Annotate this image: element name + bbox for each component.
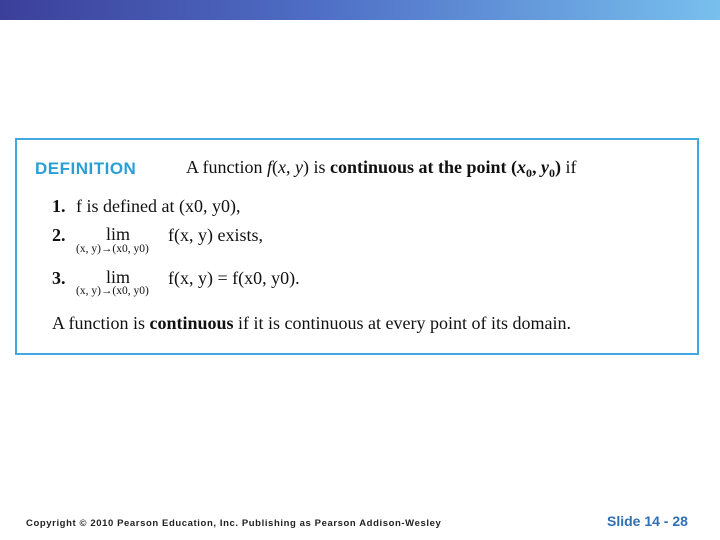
item-3-text: f(x, y) = f(x0, y0). (168, 268, 300, 288)
item-3-number: 3. (52, 268, 66, 288)
intro-f: f (267, 157, 273, 177)
intro-mid: , (532, 157, 542, 177)
closing-part1: A function is (52, 313, 150, 333)
intro-text: A function (186, 157, 267, 177)
item-2-lim-subscript: (x, y)→(x0, y0) (76, 243, 149, 255)
closing-part2: if it is continuous at every point of its domain. (233, 313, 572, 333)
intro-y0: y (541, 157, 550, 177)
intro-bold-phrase: continuous at the point ( (330, 157, 518, 177)
item-2-number: 2. (52, 225, 66, 245)
item-2-lim: lim (106, 224, 131, 244)
footer-copyright: Copyright © 2010 Pearson Education, Inc. Publishing as Pearson Addison-Wesley (26, 518, 442, 529)
item-1-text: f is defined at (x0, y0), (76, 196, 241, 216)
slide-number: Slide 14 - 28 (607, 513, 688, 529)
intro-comma: , (286, 157, 296, 177)
item-3-lim-subscript: (x, y)→(x0, y0) (76, 285, 149, 297)
definition-intro (186, 157, 577, 181)
intro-paren: ( (272, 157, 279, 177)
item-3-lim: lim (106, 267, 131, 287)
intro-y: y (295, 157, 304, 177)
definition-label: DEFINITION (35, 159, 137, 178)
header-gradient-bar (0, 0, 720, 20)
intro-is: ) is (303, 157, 331, 177)
intro-x: x (278, 157, 287, 177)
intro-y0-sub: 0 (549, 166, 556, 180)
closing-bold: continuous (149, 313, 234, 333)
item-1-number: 1. (52, 196, 66, 216)
definition-closing (52, 313, 571, 334)
intro-x0: x (517, 157, 527, 177)
intro-tail: if (561, 157, 577, 177)
item-2-text: f(x, y) exists, (168, 225, 263, 245)
intro-x0-sub: 0 (526, 166, 533, 180)
intro-close: ) (555, 157, 562, 177)
